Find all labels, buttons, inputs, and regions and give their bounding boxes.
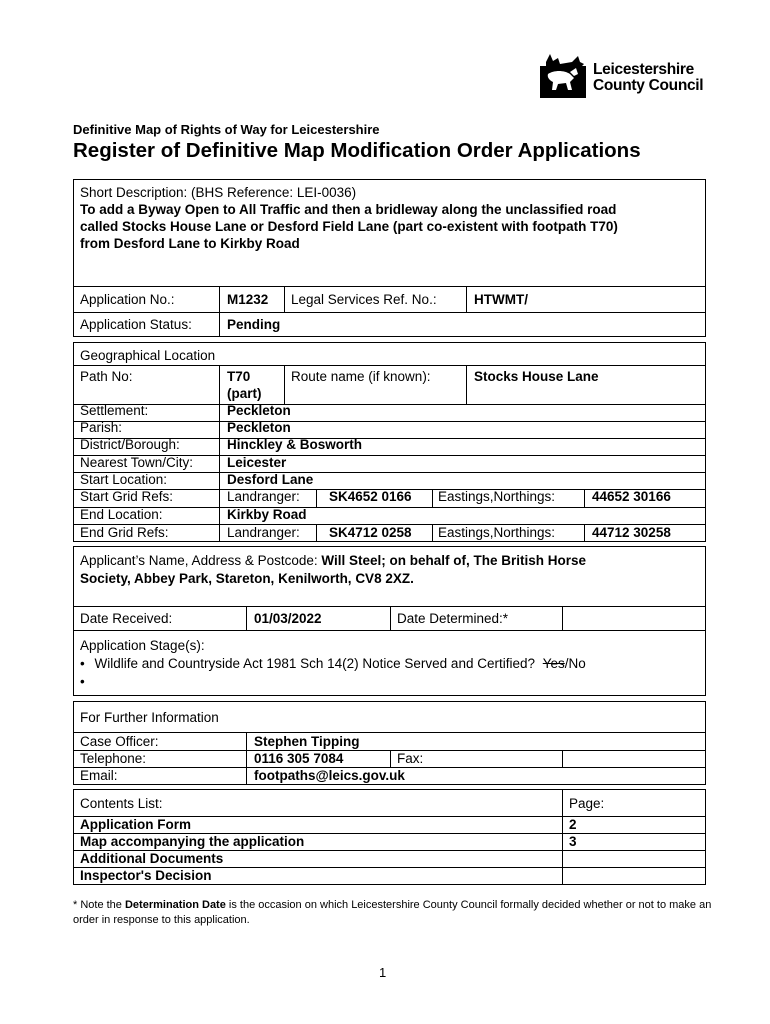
divider <box>390 606 391 630</box>
settlement-label: Settlement: <box>80 403 149 418</box>
contents-item: Application Form <box>80 817 191 832</box>
divider <box>74 421 705 422</box>
page-number: 1 <box>379 965 387 980</box>
contents-page: 3 <box>569 834 577 849</box>
stages-section <box>73 630 706 696</box>
email-value[interactable]: footpaths@leics.gov.uk <box>254 768 405 783</box>
telephone-value: 0116 305 7084 <box>254 751 344 766</box>
stages-label: Application Stage(s): <box>80 638 205 653</box>
divider <box>246 606 247 630</box>
end-eastings-value: 44712 30258 <box>592 525 671 540</box>
route-name-label: Route name (if known): <box>291 369 431 384</box>
legal-ref-label: Legal Services Ref. No.: <box>291 292 437 307</box>
applicant-label: Applicant’s Name, Address & Postcode: <box>80 553 318 568</box>
document-title: Register of Definitive Map Modification Order Applications <box>73 139 641 162</box>
end-landranger-label: Landranger: <box>227 525 300 540</box>
divider <box>584 524 585 541</box>
case-officer-label: Case Officer: <box>80 734 159 749</box>
stage-item-text: Wildlife and Countryside Act 1981 Sch 14(2) Notice Served and Certified? <box>94 656 535 671</box>
contents-item: Inspector's Decision <box>80 868 212 883</box>
application-no-label: Application No.: <box>80 292 175 307</box>
divider <box>74 732 705 733</box>
stage-item-no: /No <box>564 656 586 671</box>
contents-page: 2 <box>569 817 577 832</box>
applicant-value-1: Will Steel; on behalf of, The British Horse <box>321 553 587 568</box>
divider <box>466 286 467 312</box>
end-eastings-label: Eastings,Northings: <box>438 525 556 540</box>
email-label: Email: <box>80 768 118 783</box>
end-location-label: End Location: <box>80 507 163 522</box>
logo-wordmark <box>593 62 703 94</box>
divider <box>246 732 247 784</box>
end-grid-label: End Grid Refs: <box>80 525 169 540</box>
case-officer-value: Stephen Tipping <box>254 734 360 749</box>
divider <box>316 524 317 541</box>
divider <box>74 365 705 366</box>
parish-label: Parish: <box>80 420 123 435</box>
divider <box>562 750 563 767</box>
telephone-label: Telephone: <box>80 751 147 766</box>
stage-item <box>80 655 586 672</box>
footnote-prefix: * Note the <box>73 899 125 911</box>
divider <box>432 524 433 541</box>
divider <box>390 750 391 767</box>
date-determined-label: Date Determined:* <box>397 611 509 626</box>
contents-page-heading: Page: <box>569 796 605 811</box>
route-name-value: Stocks House Lane <box>474 369 599 384</box>
divider <box>466 365 467 404</box>
location-section <box>73 342 706 542</box>
start-eastings-value: 44652 30166 <box>592 489 671 504</box>
divider <box>284 365 285 404</box>
description-line-2: called Stocks House Lane or Desford Field Lane (part co-existent with footpath T70) <box>80 219 618 234</box>
divider <box>219 365 220 541</box>
end-landranger-value: SK4712 0258 <box>329 525 412 540</box>
start-location-value: Desford Lane <box>227 472 314 487</box>
legal-ref-value: HTWMT/ <box>474 292 528 307</box>
district-label: District/Borough: <box>80 437 180 452</box>
settlement-value: Peckleton <box>227 403 291 418</box>
applicant-value-2: Society, Abbey Park, Stareton, Kenilworth, CV8 2XZ. <box>80 571 414 586</box>
footnote-bold: Determination Date <box>124 899 226 911</box>
parish-value: Peckleton <box>227 420 291 435</box>
fax-label: Fax: <box>397 751 424 766</box>
start-landranger-value: SK4652 0166 <box>329 489 412 504</box>
application-status-value: Pending <box>227 317 281 332</box>
divider <box>316 489 317 507</box>
contents-section <box>73 789 706 885</box>
footnote-suffix: is the occasion on which Leicestershire County Council formally decided whether or not to make an order in response to this application. <box>73 899 712 926</box>
contact-heading: For Further Information <box>80 710 219 725</box>
description-line-1: To add a Byway Open to All Traffic and then a bridleway along the unclassified road <box>80 202 617 217</box>
start-eastings-label: Eastings,Northings: <box>438 489 556 504</box>
divider <box>562 606 563 630</box>
divider <box>284 286 285 312</box>
stage-item-empty <box>80 673 85 690</box>
date-received-value: 01/03/2022 <box>254 611 322 626</box>
divider <box>219 286 220 336</box>
applicant-section <box>73 546 706 631</box>
stage-item-yes: Yes <box>542 656 565 671</box>
divider <box>74 404 705 405</box>
description-section <box>73 179 706 337</box>
start-grid-label: Start Grid Refs: <box>80 489 174 504</box>
start-location-label: Start Location: <box>80 472 168 487</box>
contents-heading: Contents List: <box>80 796 163 811</box>
logo-line-1: Leicestershire <box>593 61 694 78</box>
divider <box>74 472 705 473</box>
divider <box>584 489 585 507</box>
divider <box>74 286 705 287</box>
application-status-label: Application Status: <box>80 317 192 332</box>
divider <box>432 489 433 507</box>
nearest-town-label: Nearest Town/City: <box>80 455 194 470</box>
contents-item: Additional Documents <box>80 851 224 866</box>
bullet: • <box>80 674 85 689</box>
district-value: Hinckley & Bosworth <box>227 437 363 452</box>
fox-crest-icon <box>540 52 588 98</box>
path-no-value: T70 <box>227 369 251 384</box>
document-subtitle: Definitive Map of Rights of Way for Leicestershire <box>73 122 380 137</box>
application-no-value: M1232 <box>227 292 269 307</box>
footnote <box>73 898 713 928</box>
divider <box>74 312 705 313</box>
date-received-label: Date Received: <box>80 611 173 626</box>
logo-line-2: County Council <box>593 77 704 94</box>
end-location-value: Kirkby Road <box>227 507 307 522</box>
description-line-3: from Desford Lane to Kirkby Road <box>80 236 300 251</box>
location-heading: Geographical Location <box>80 348 216 363</box>
contents-item: Map accompanying the application <box>80 834 305 849</box>
bullet: • <box>80 656 85 671</box>
start-landranger-label: Landranger: <box>227 489 300 504</box>
nearest-town-value: Leicester <box>227 455 287 470</box>
divider <box>562 790 563 884</box>
divider <box>74 507 705 508</box>
contact-section <box>73 701 706 785</box>
description-label: Short Description: (BHS Reference: LEI-0036) <box>80 185 357 200</box>
path-no-value-part: (part) <box>227 386 262 401</box>
applicant-line-1 <box>80 552 586 569</box>
council-logo <box>540 52 715 100</box>
path-no-label: Path No: <box>80 369 133 384</box>
